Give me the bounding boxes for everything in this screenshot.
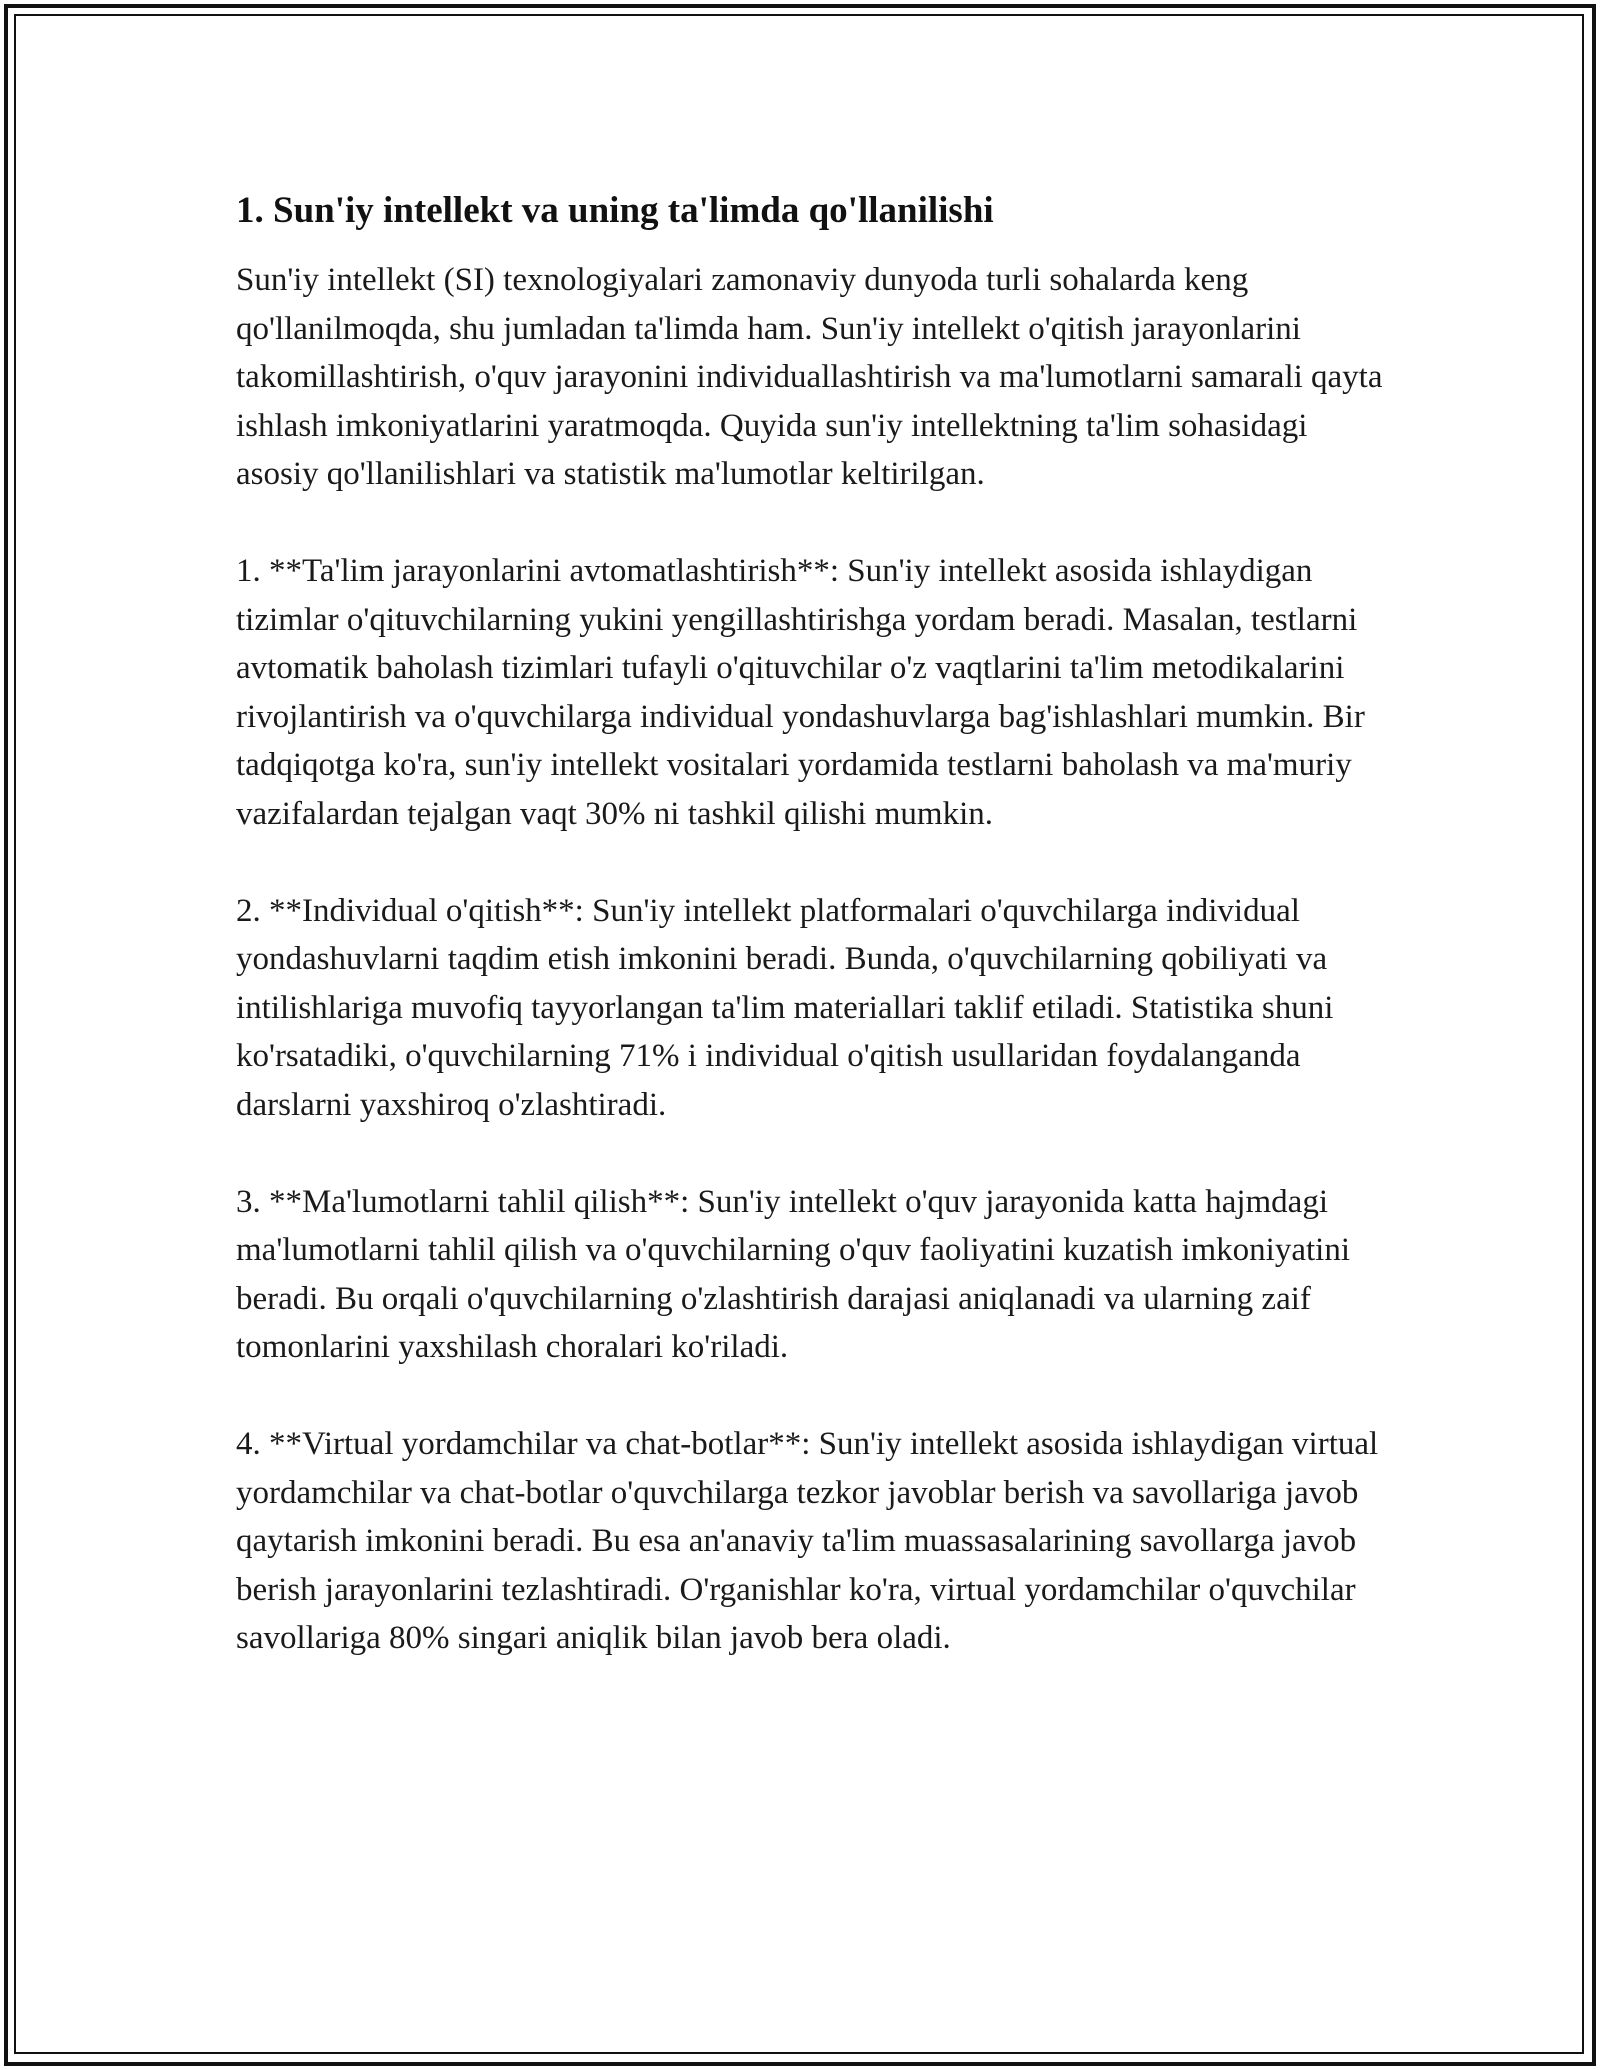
document-body (236, 186, 1386, 1711)
paragraph-virtual-assistants: 4. **Virtual yordamchilar va chat-botlar**: Sun'iy intellekt asosida ishlaydigan virtual yordamchilar va chat-botlar o'quvchilarga tezkor javoblar berish va savollariga javob qaytarish imkonini beradi. Bu esa an'anaviy ta'lim muassasalarining savollarga javob berish jarayonlarini tezlashtiradi. O'rganishlar ko'ra, virtual yordamchilar o'quvchilar savollariga 80% singari aniqlik bilan javob bera oladi. (236, 1426, 1379, 1656)
paragraph-data-analysis: 3. **Ma'lumotlarni tahlil qilish**: Sun'iy intellekt o'quv jarayonida katta hajmdagi ma'lumotlarni tahlil qilish va o'quvchilarning o'quv faoliyatini kuzatish imkoniyatini beradi. Bu orqali o'quvchilarning o'zlashtirish darajasi aniqlanadi va ularning zaif tomonlarini yaxshilash choralari ko'riladi. (236, 1183, 1350, 1365)
section-title: 1. Sun'iy intellekt va uning ta'limda qo'llanilishi (236, 190, 994, 231)
intro-paragraph: Sun'iy intellekt (SI) texnologiyalari zamonaviy dunyoda turli sohalarda keng qo'llanilmoqda, shu jumladan ta'limda ham. Sun'iy intellekt o'qitish jarayonlarini takomillashtirish, o'quv jarayonini individuallashtirish va ma'lumotlarni samarali qayta ishlash imkoniyatlarini yaratmoqda. Quyida sun'iy intellektning ta'lim sohasidagi asosiy qo'llanilishlari va statistik ma'lumotlar keltirilgan. (236, 262, 1383, 492)
paragraph-automation: 1. **Ta'lim jarayonlarini avtomatlashtirish**: Sun'iy intellekt asosida ishlaydigan tizimlar o'qituvchilarning yukini yengillashtirishga yordam beradi. Masalan, testlarni avtomatik baholash tizimlari tufayli o'qituvchilar o'z vaqtlarini ta'lim metodikalarini rivojlantirish va o'quvchilarga individual yondashuvlarga bag'ishlashlari mumkin. Bir tadqiqotga ko'ra, sun'iy intellekt vositalari yordamida testlarni baholash va ma'muriy vazifalardan tejalgan vaqt 30% ni tashkil qilishi mumkin. (236, 553, 1365, 832)
paragraph-individual-learning: 2. **Individual o'qitish**: Sun'iy intellekt platformalari o'quvchilarga individual yondashuvlarni taqdim etish imkonini beradi. Bunda, o'quvchilarning qobiliyati va intilishlariga muvofiq tayyorlangan ta'lim materiallari taklif etiladi. Statistika shuni ko'rsatadiki, o'quvchilarning 71% i individual o'qitish usullaridan foydalanganda darslarni yaxshiroq o'zlashtiradi. (236, 892, 1334, 1123)
